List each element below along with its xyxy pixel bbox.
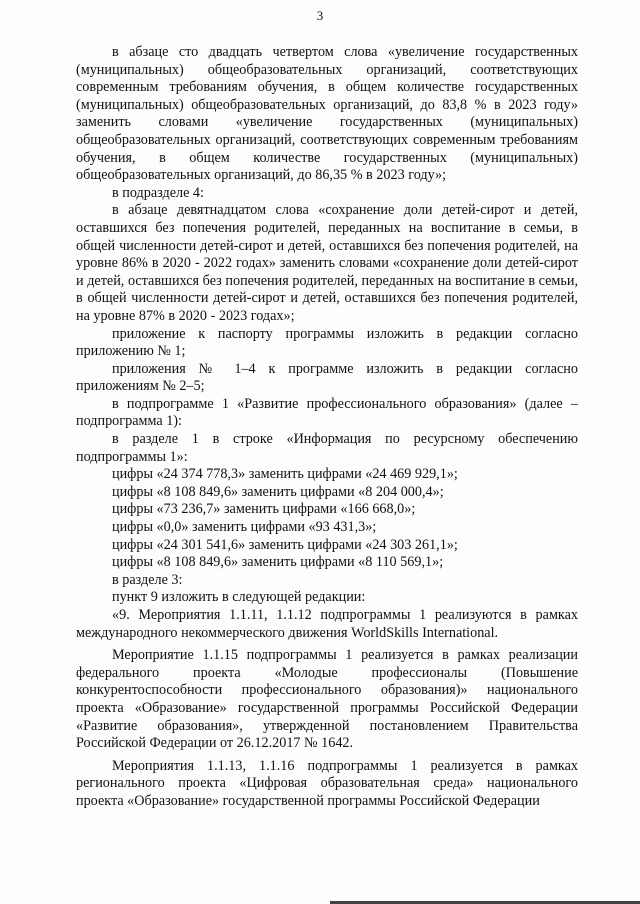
paragraph-item: Мероприятия 1.1.13, 1.1.16 подпрограммы 1 реализуется в рамках регионального проекта «Цифровая образовательная среда» национального проекта «Образование» государственной программы Российской Федерации [76,757,578,809]
paragraph-item: в подразделе 4: [112,184,204,201]
paragraph-item: цифры «24 301 541,6» заменить цифрами «24 303 261,1»; [112,536,458,553]
paragraph-item: «9. Мероприятия 1.1.11, 1.1.12 подпрограммы 1 реализуются в рамках международного некоммерческого движения WorldSkills International. [76,607,578,641]
paragraph-item: в разделе 1 в строке «Информация по ресурсному обеспечению подпрограммы 1»: [76,431,578,465]
paragraph-item: в разделе 3: [112,571,183,588]
paragraph-item: цифры «0,0» заменить цифрами «93 431,3»; [112,519,377,536]
paragraph-item: цифры «73 236,7» заменить цифрами «166 668,0»; [112,501,416,518]
paragraph-item: цифры «8 108 849,6» заменить цифрами «8 204 000,4»; [112,483,444,500]
page-number: 3 [316,8,324,23]
document-body [76,44,578,811]
paragraph-item: цифры «8 108 849,6» заменить цифрами «8 110 569,1»; [112,554,444,571]
paragraph-item: в абзаце девятнадцатом слова «сохранение доли детей-сирот и детей, оставшихся без попечения родителей, переданных на воспитание в семьи, в общей численности детей-сирот и детей, оставшихся без попечения родителей, на уровне 86% в 2020 - 2022 годах» заменить словами «сохранение доли детей-сирот и детей, оставшихся без попечения родителей, переданных на воспитание в семьи, в общей численности детей-сирот и детей, оставшихся без попечения родителей, на уровне 87% в 2020 - 2023 годах»; [76,202,578,324]
paragraph-item: в подпрограмме 1 «Развитие профессионального образования» (далее – подпрограмма 1): [76,395,578,430]
paragraph-item: приложения № 1–4 к программе изложить в редакции согласно приложениям № 2–5; [76,360,578,395]
paragraph-item: приложение к паспорту программы изложить в редакции согласно приложению № 1; [76,325,578,360]
paragraph-item: в абзаце сто двадцать четвертом слова «увеличение государственных (муниципальных) общеобразовательных организаций, соответствующих современным требованиям обучения, в общем количестве государственных (муниципальных) общеобразовательных организаций, до 83,8 % в 2023 году» заменить словами «увеличение государственных (муниципальных) общеобразовательных организаций, соответствующих современным требованиям обучения, в общем количестве государственных (муниципальных) общеобразовательных организаций, до 86,35 % в 2023 году»; [76,44,578,184]
paragraph-item: пункт 9 изложить в следующей редакции: [112,589,366,606]
paragraph-item: цифры «24 374 778,3» заменить цифрами «24 469 929,1»; [112,466,458,483]
paragraph-item: Мероприятие 1.1.15 подпрограммы 1 реализуется в рамках реализации федерального проекта «Молодые профессионалы (Повышение конкурентоспособности профессионального образования)» национального проекта «Образование» государственной программы Российской Федерации «Развитие образования», утвержденной постановлением Правительства Российской Федерации от 26.12.2017 № 1642. [76,647,578,752]
